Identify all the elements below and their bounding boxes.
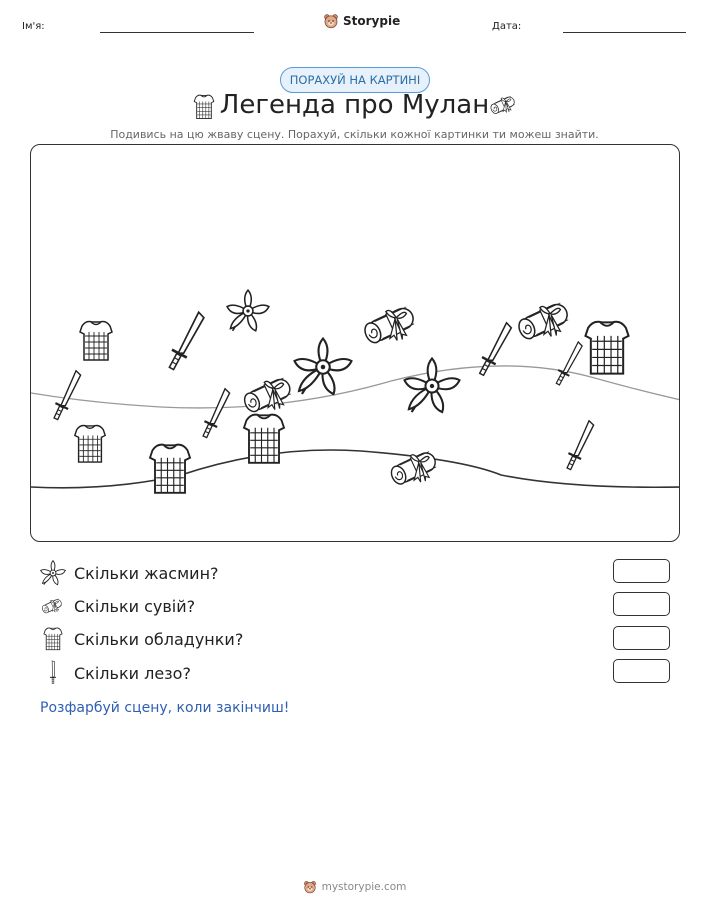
coloring-note: Розфарбуй сцену, коли закінчиш!	[40, 700, 290, 716]
scene-jasmine	[404, 358, 459, 412]
jasmine-icon	[40, 560, 66, 586]
question-jasmine	[40, 560, 219, 586]
scene-blade	[475, 320, 515, 378]
scene-jasmine	[295, 339, 352, 395]
scene-jasmine	[227, 290, 269, 331]
bear-logo-icon	[303, 880, 317, 894]
scene-blade	[199, 387, 234, 440]
scene-armor	[244, 415, 284, 463]
far-hill-line	[31, 366, 679, 408]
answer-box-jasmine[interactable]	[613, 559, 670, 583]
near-hill-line	[31, 450, 679, 488]
question-text: Скільки обладунки?	[74, 629, 244, 649]
scene-armor	[150, 445, 190, 493]
scroll-icon	[488, 92, 520, 118]
date-field[interactable]	[563, 32, 686, 33]
count-scene	[30, 144, 680, 542]
question-text: Скільки сувій?	[74, 596, 196, 616]
page-title: Легенда про Мулан	[219, 90, 490, 120]
instructions: Подивись на цю жваву сцену. Порахуй, скільки кожної картинки ти можеш знайти.	[110, 128, 599, 141]
footer	[0, 880, 709, 894]
footer-site[interactable]: mystorypie.com	[321, 881, 407, 893]
date-label: Дата:	[492, 21, 522, 32]
scene-armor	[80, 322, 112, 361]
bear-logo-icon	[323, 13, 339, 29]
scene-scroll	[241, 375, 293, 414]
scene-armor	[75, 425, 105, 462]
scroll-icon	[40, 593, 66, 619]
question-text: Скільки лезо?	[74, 663, 191, 683]
answer-box-armor[interactable]	[613, 626, 670, 650]
question-text: Скільки жасмин?	[74, 563, 219, 583]
scene-blade	[563, 419, 598, 472]
question-armor	[40, 626, 243, 652]
name-label: Ім'я:	[22, 21, 45, 32]
scene-blade	[552, 340, 585, 387]
count-badge: ПОРАХУЙ НА КАРТИНІ	[280, 67, 430, 93]
logo-text: Storypie	[343, 14, 401, 28]
blade-icon	[40, 660, 66, 686]
question-scroll	[40, 593, 195, 619]
scene-drawing	[31, 145, 679, 541]
scene-scroll	[362, 304, 417, 346]
question-blade	[40, 660, 191, 686]
scene-scroll	[516, 300, 571, 342]
name-field[interactable]	[100, 32, 254, 33]
armor-icon	[40, 626, 66, 652]
storypie-logo	[323, 13, 400, 29]
answer-box-blade[interactable]	[613, 659, 670, 683]
scene-armor	[585, 322, 628, 374]
answer-box-scroll[interactable]	[613, 592, 670, 616]
scene-blade	[50, 369, 85, 422]
scene-blade	[164, 309, 208, 372]
